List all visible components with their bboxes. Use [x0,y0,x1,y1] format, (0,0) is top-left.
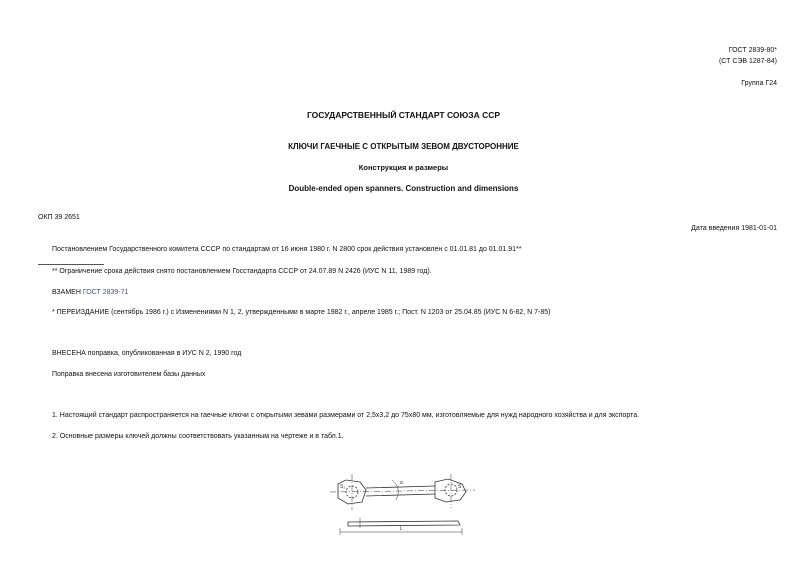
amendment-paragraph: ВНЕСЕНА поправка, опубликованная в ИУС N 2, 1990 год [52,350,242,357]
label-l: L [400,526,403,532]
clause-1: 1. Настоящий стандарт распространяется на гаечные ключи с открытыми зевами размерами от 2,5х3,2 до 75х80 мм, изготовляемые для нужд народного хозяйства и для экспорта. [52,412,640,419]
spanner-drawing [330,474,480,536]
st-sev-code: (СТ СЭВ 1287-84) [718,58,777,65]
clause-2: 2. Основные размеры ключей должны соответствовать указанным на чертеже и в табл.1. [52,433,344,440]
replaced-paragraph [52,289,128,296]
label-s1: S₁ [340,484,346,490]
amendment-by-paragraph: Поправка внесена изготовителем базы данных [52,371,206,378]
introduction-date: Дата введения 1981-01-01 [691,225,777,232]
label-s: S [458,484,462,490]
document-title-ru: КЛЮЧИ ГАЕЧНЫЕ С ОТКРЫТЫМ ЗЕВОМ ДВУСТОРОННИЕ [288,142,519,151]
footnote-separator [38,264,104,265]
decree-paragraph: Постановлением Государственного комитета СССР по стандартам от 16 июня 1980 г. N 2800 срок действия установлен с 01.01.81 до 01.01.91** [52,246,522,253]
spanner-side-view [348,521,460,526]
footnote-paragraph: ** Ограничение срока действия снято постановлением Госстандарта СССР от 24.07.89 N 2426 (ИУС N 11, 1989 год). [52,268,432,275]
group-code: Группа Г24 [741,80,777,87]
replaced-prefix: ВЗАМЕН [52,289,83,296]
replaced-standard-link[interactable]: ГОСТ 2839-71 [82,289,129,296]
document-title-en: Double-ended open spanners. Construction and dimensions [288,184,519,193]
state-standard-title: ГОСУДАРСТВЕННЫЙ СТАНДАРТ СОЮЗА ССР [306,110,501,120]
reissue-paragraph: * ПЕРЕИЗДАНИЕ (сентябрь 1986 г.) с Изменениями N 1, 2, утвержденными в марте 1982 г., апреле 1985 г.; Пост. N 1203 от 25.04.85 (ИУС N 6-82, N 7-85) [52,309,551,316]
spanner-right-head [435,479,466,502]
gost-code: ГОСТ 2839-80* [728,47,777,54]
document-subtitle-ru: Конструкция и размеры [358,163,449,172]
okp-code: ОКП 39 2651 [38,214,80,221]
label-a: a [400,480,403,486]
